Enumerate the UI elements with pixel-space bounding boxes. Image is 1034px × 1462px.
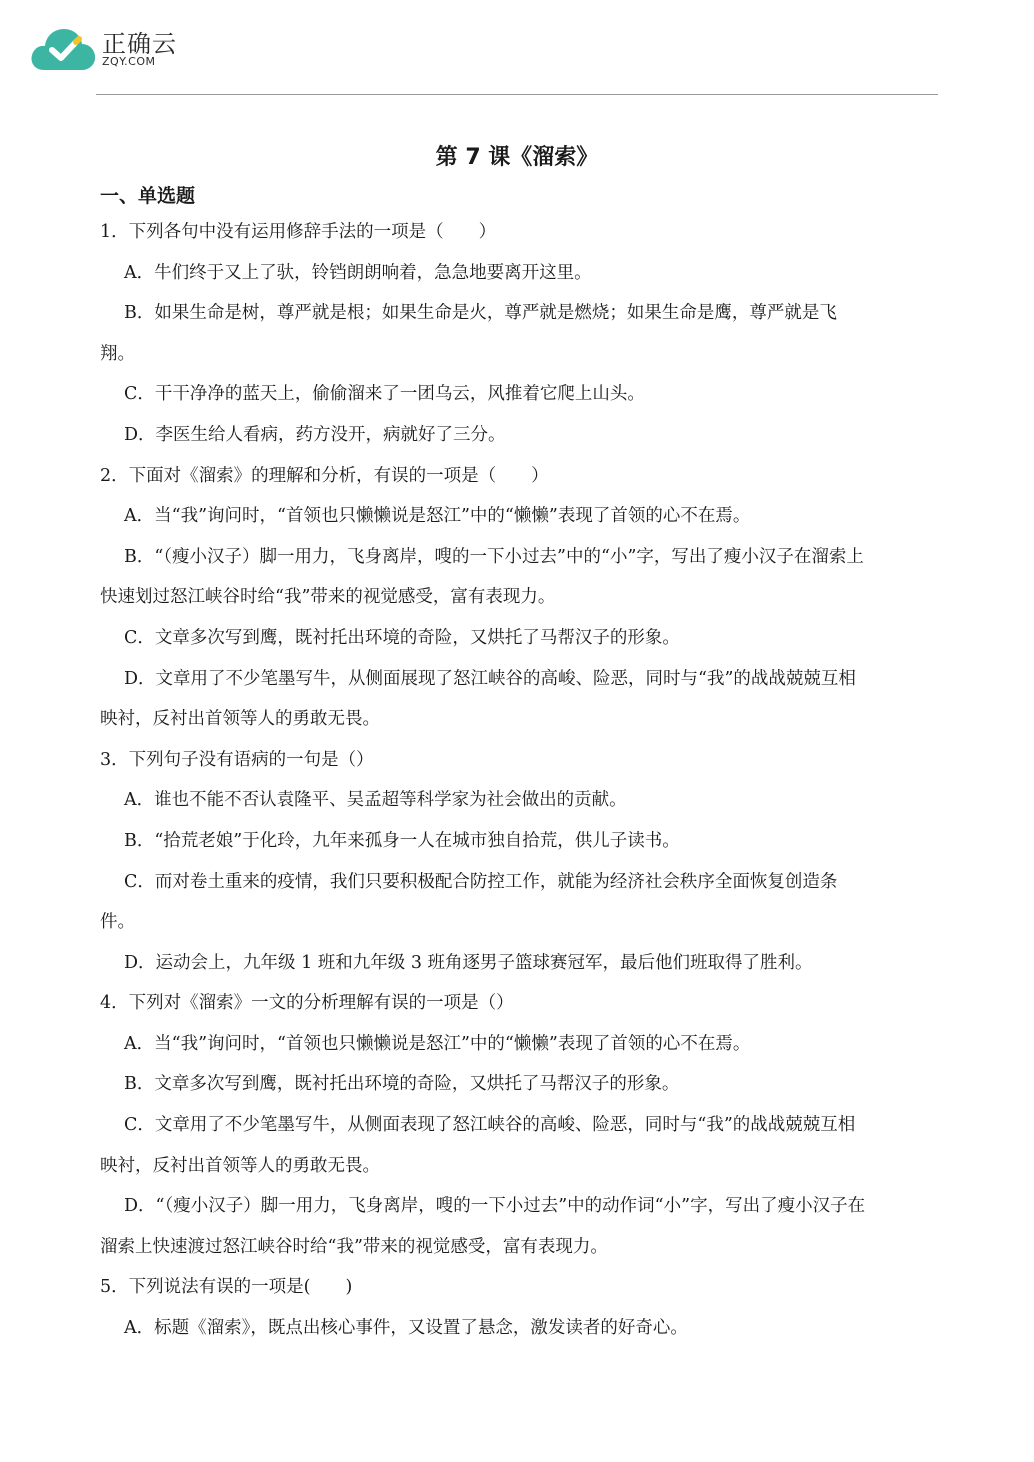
logo	[30, 20, 190, 75]
question-4-option-d: D．“（瘦小汉子）脚一用力，飞身离岸，嗖的一下小过去”中的动作词“小”字，写出了瘦小汉子在	[124, 1196, 866, 1217]
question-2-option-a: A．当“我”询问时，“首领也只懒懒说是怒江”中的“懒懒”表现了首领的心不在焉。	[124, 506, 751, 527]
question-3-option-c-cont: 件。	[100, 912, 135, 933]
question-2-stem: 2．下面对《溜索》的理解和分析，有误的一项是（ ）	[100, 465, 549, 486]
question-3-option-a: A．谁也不能不否认袁隆平、吴孟超等科学家为社会做出的贡献。	[124, 790, 627, 811]
logo-domain: ZQY.COM	[102, 55, 156, 68]
question-3-stem: 3．下列句子没有语病的一句是（）	[100, 749, 374, 770]
question-2-option-b-cont: 快速划过怒江峡谷时给“我”带来的视觉感受，富有表现力。	[100, 587, 556, 608]
question-2-option-c: C．文章多次写到鹰，既衬托出环境的奇险，又烘托了马帮汉子的形象。	[124, 627, 680, 648]
question-4-option-c: C．文章用了不少笔墨写牛，从侧面表现了怒江峡谷的高峻、险恶，同时与“我”的战战兢兢互相	[124, 1115, 856, 1136]
question-2-option-d: D．文章用了不少笔墨写牛，从侧面展现了怒江峡谷的高峻、险恶，同时与“我”的战战兢兢互相	[124, 668, 856, 689]
question-3-option-c: C．而对卷土重来的疫情，我们只要积极配合防控工作，就能为经济社会秩序全面恢复创造条	[124, 871, 838, 892]
question-1-option-c: C．干干净净的蓝天上，偷偷溜来了一团乌云，风推着它爬上山头。	[124, 384, 645, 405]
question-1-option-a: A．牛们终于又上了驮，铃铛朗朗响着，急急地要离开这里。	[124, 262, 592, 283]
section-heading: 一、单选题	[100, 185, 196, 207]
header-divider	[96, 94, 938, 95]
question-content	[100, 212, 940, 1349]
question-5-option-a: A．标题《溜索》，既点出核心事件，又设置了悬念，激发读者的好奇心。	[124, 1318, 688, 1339]
question-3-option-d: D．运动会上，九年级 1 班和九年级 3 班角逐男子篮球赛冠军，最后他们班取得了胜利。	[124, 952, 813, 973]
page-title: 第 7 课《溜索》	[435, 145, 599, 170]
question-4-option-a: A．当“我”询问时，“首领也只懒懒说是怒江”中的“懒懒”表现了首领的心不在焉。	[124, 1033, 751, 1054]
page-header	[0, 0, 1034, 100]
question-4-stem: 4．下列对《溜索》一文的分析理解有误的一项是（）	[100, 993, 514, 1014]
question-4-option-b: B．文章多次写到鹰，既衬托出环境的奇险，又烘托了马帮汉子的形象。	[124, 1074, 680, 1095]
cloud-check-icon	[30, 24, 96, 72]
question-3-option-b: B．“拾荒老娘”于化玲，九年来孤身一人在城市独自拾荒，供儿子读书。	[124, 830, 680, 851]
question-2-option-d-cont: 映衬，反衬出首领等人的勇敢无畏。	[100, 709, 380, 730]
question-1-option-d: D．李医生给人看病，药方没开，病就好了三分。	[124, 424, 506, 445]
question-1-option-b-cont: 翔。	[100, 343, 135, 364]
question-4-option-c-cont: 映衬，反衬出首领等人的勇敢无畏。	[100, 1155, 380, 1176]
logo-name: 正确云	[102, 30, 177, 58]
question-1-option-b: B．如果生命是树，尊严就是根；如果生命是火，尊严就是燃烧；如果生命是鹰，尊严就是飞	[124, 303, 837, 324]
question-1-stem: 1．下列各句中没有运用修辞手法的一项是（ ）	[100, 222, 497, 242]
question-2-option-b: B．“（瘦小汉子）脚一用力，飞身离岸，嗖的一下小过去”中的“小”字，写出了瘦小汉子在溜索上	[124, 546, 864, 567]
question-5-stem: 5．下列说法有误的一项是( )	[100, 1277, 353, 1298]
question-4-option-d-cont: 溜索上快速渡过怒江峡谷时给“我”带来的视觉感受，富有表现力。	[100, 1236, 608, 1257]
